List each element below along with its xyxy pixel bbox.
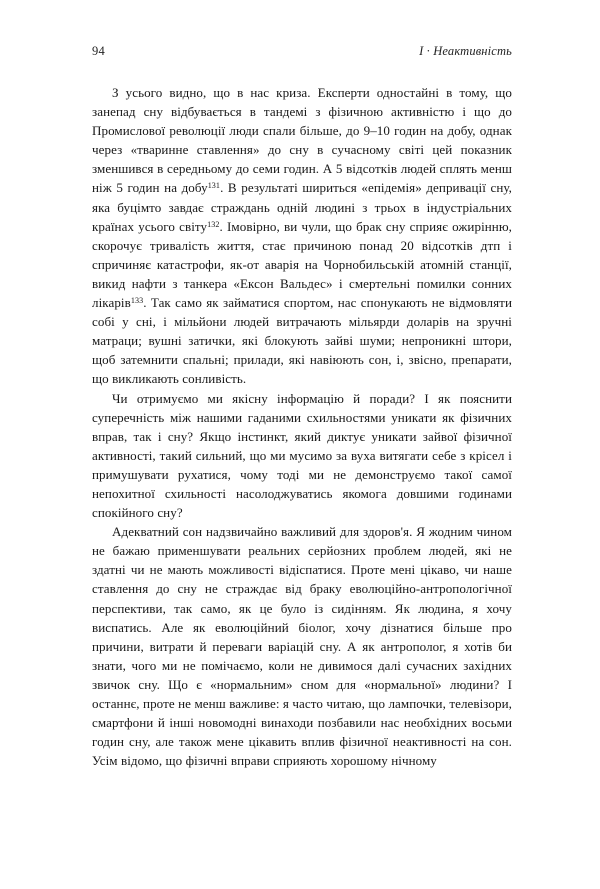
- running-head: [92, 44, 512, 62]
- footnote-marker-133[interactable]: 133: [130, 296, 144, 306]
- body-text-block: [92, 83, 512, 770]
- paragraph-2: Чи отримуємо ми якісну інформацію й поради? І як пояснити суперечність між нашими гаданими схильностями уникати як фізичних вправ, так і сну? Якщо інстинкт, який диктує уникати зайвої фізичної активності, такий сильний, що ми мусимо за вуха витягати себе з крісел і примушувати рухатися, чому тоді ми не демонструємо такої самої непохитної схильності насолоджуватись якомога довшими годинами спокійного сну?: [92, 390, 512, 521]
- paragraph-1-segment-c: . Імовірно, ви чули, що брак сну сприяє ожирінню, скорочує тривалість життя, стає причиною понад 20 відсотків дтп і спричиняє катастрофи, як-от аварія на Чорнобильській атомній станції, викид нафти з танкера «Ексон Вальдес» і смертельні помилки сонних лікарів: [92, 218, 512, 311]
- page-number: 94: [92, 44, 105, 58]
- paragraph-1-segment-b: . В результаті шириться «епідемія» депривації сну, яка буцімто завдає страждань одній людині з трьох в індустріальних країнах усього світу: [92, 180, 512, 234]
- paragraph-1-segment-d: . Так само як займатися спортом, нас спонукають не відмовляти собі у сні, і мільйони людей витрачають мільярди доларів на зручні матраци; вушні затички, які блокують зайві шуми; непроникні штори, щоб затемнити спальні; прилади, які навіюють сон, і, звісно, препарати, що викликають сонливість.: [92, 295, 512, 387]
- paragraph-1-segment-a: З усього видно, що в нас криза. Експерти одностайні в тому, що занепад сну відбувається в тандемі з фізичною активністю і що до Промислової революції люди спали більше, до 9–10 годин на добу, однак через «тваринне ставлення» до сну в сучасному світі цей показник зменшився в середньому до семи годин. А 5 відсотків людей сплять менш ніж 5 годин на добу: [92, 85, 512, 196]
- paragraph-3: Адекватний сон надзвичайно важливий для здоров'я. Я жодним чином не бажаю применшувати реальних серйозних проблем людей, які не здатні чи не мають можливості відіспатися. Проте мені цікаво, чи наше ставлення до сну не страждає від браку еволюційно-антропологічної перспективи, так само, як це було із сидінням. Як людина, я хочу виспатись. Але як еволюційний біолог, хочу дізнатися більше про причини, витрати й переваги варіацій сну. А як антрополог, я хотів би знати, чого ми не помічаємо, коли не дивимося далі сучасних західних звичок сну. Що є «нормальним» сном для «нормальної» людини? І останнє, проте не менш важливе: я часто читаю, що лампочки, телевізори, смартфони й інші новомодні винаходи позбавили нас необхідних восьми годин сну, але також мене цікавить вплив фізичної неактивності на сон. Усім відомо, що фізичні вправи сприяють хорошому нічному: [92, 524, 512, 769]
- paragraph-1: [92, 83, 512, 389]
- footnote-marker-131[interactable]: 131: [207, 181, 221, 191]
- chapter-title-header: I · Неактивність: [419, 44, 512, 58]
- footnote-marker-132[interactable]: 132: [207, 219, 220, 229]
